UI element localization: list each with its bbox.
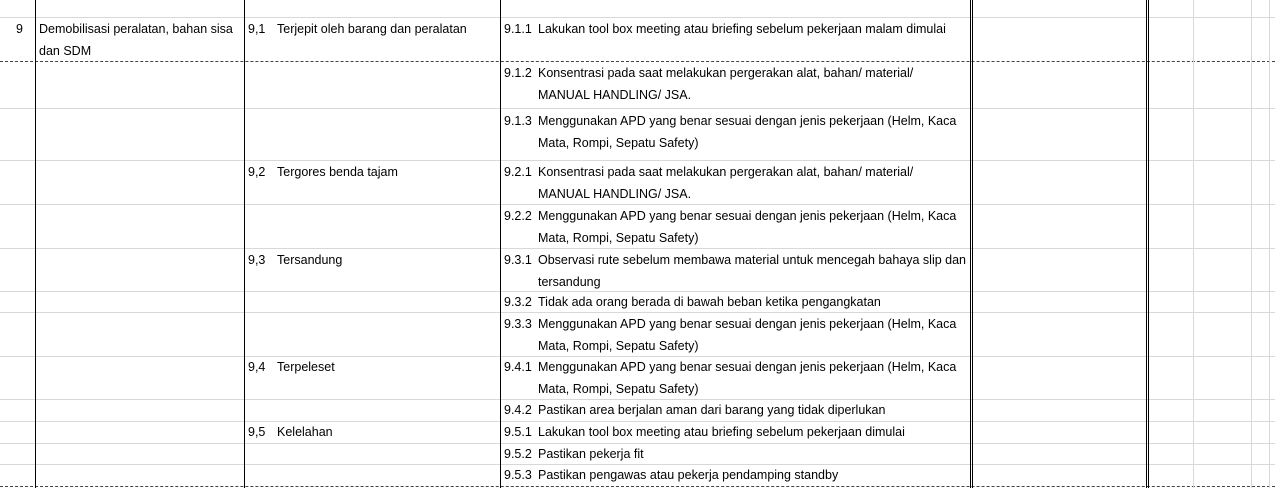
control-code: 9.1.3 [504, 114, 532, 128]
control-text: Observasi rute sebelum membawa material untuk mencegah bahaya slip dan tersandung [538, 253, 967, 289]
control-text: Lakukan tool box meeting atau briefing sebelum pekerjaan malam dimulai [538, 22, 946, 36]
column-gridline [1193, 0, 1194, 488]
hazard-code: 9,4 [248, 360, 266, 374]
column-border [500, 0, 501, 488]
control-text: Menggunakan APD yang benar sesuai dengan jenis pekerjaan (Helm, Kaca Mata, Rompi, Sepatu Safety) [538, 360, 957, 396]
control-text: Konsentrasi pada saat melakukan pergerakan alat, bahan/ material/ MANUAL HANDLING/ JSA. [538, 66, 914, 102]
control-text: Konsentrasi pada saat melakukan pergerakan alat, bahan/ material/ MANUAL HANDLING/ JSA. [538, 165, 914, 201]
control-text: Pastikan pekerja fit [538, 447, 644, 461]
hazard-label: Tersandung [277, 253, 343, 267]
control-text: Menggunakan APD yang benar sesuai dengan jenis pekerjaan (Helm, Kaca Mata, Rompi, Sepatu Safety) [538, 209, 957, 245]
hazard-code: 9,3 [248, 253, 266, 267]
control-text: Menggunakan APD yang benar sesuai dengan jenis pekerjaan (Helm, Kaca Mata, Rompi, Sepatu Safety) [538, 317, 957, 353]
section-separator [0, 486, 1275, 487]
control-text: Pastikan pengawas atau pekerja pendamping standby [538, 468, 839, 482]
control-code: 9.5.1 [504, 425, 532, 439]
hazard-code: 9,1 [248, 22, 266, 36]
control-code: 9.5.2 [504, 447, 532, 461]
hazard-label: Terpeleset [277, 360, 335, 374]
control-code: 9.1.1 [504, 22, 532, 36]
hazard-label: Terjepit oleh barang dan peralatan [277, 22, 467, 36]
control-code: 9.4.2 [504, 403, 532, 417]
control-code: 9.2.2 [504, 209, 532, 223]
hazard-code: 9,2 [248, 165, 266, 179]
column-border [1146, 0, 1149, 488]
column-border [244, 0, 245, 488]
row-gridline [0, 108, 1275, 109]
hazard-label: Kelelahan [277, 425, 333, 439]
control-text: Lakukan tool box meeting atau briefing sebelum pekerjaan dimulai [538, 425, 905, 439]
control-code: 9.3.1 [504, 253, 532, 267]
column-gridline [1251, 0, 1252, 488]
control-text: Pastikan area berjalan aman dari barang yang tidak diperlukan [538, 403, 886, 417]
hazard-code: 9,5 [248, 425, 266, 439]
control-code: 9.3.2 [504, 295, 532, 309]
column-border [35, 0, 36, 488]
column-gridline [1269, 0, 1270, 488]
column-border [970, 0, 973, 488]
control-code: 9.5.3 [504, 468, 532, 482]
control-code: 9.2.1 [504, 165, 532, 179]
control-code: 9.3.3 [504, 317, 532, 331]
control-text: Menggunakan APD yang benar sesuai dengan jenis pekerjaan (Helm, Kaca Mata, Rompi, Sepatu Safety) [538, 114, 957, 150]
section-number: 9 [16, 22, 23, 36]
hazard-label: Tergores benda tajam [277, 165, 398, 179]
control-text: Tidak ada orang berada di bawah beban ketika pengangkatan [538, 295, 881, 309]
control-code: 9.4.1 [504, 360, 532, 374]
activity-description: Demobilisasi peralatan, bahan sisa dan SDM [39, 22, 233, 58]
control-code: 9.1.2 [504, 66, 532, 80]
